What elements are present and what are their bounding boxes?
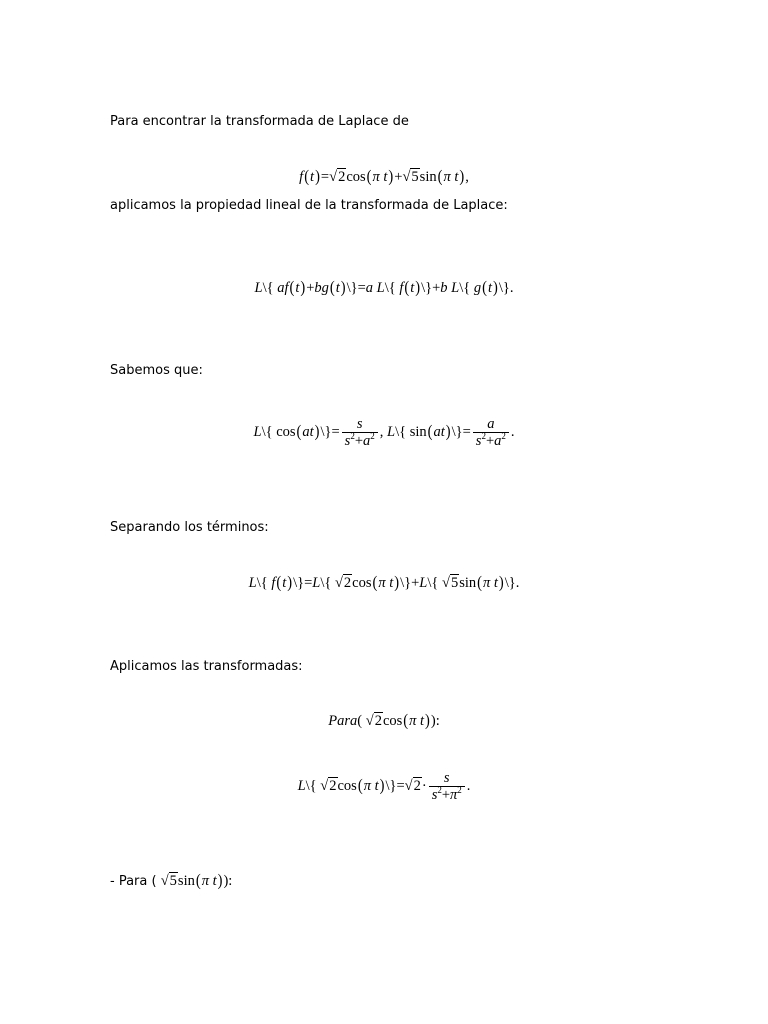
separated-equation: L\{ f(t)\}=L\{ √2cos(π t)\}+L\{ √5sin(π t)\}. <box>248 573 520 593</box>
apply-paragraph: Aplicamos las transformadas: <box>110 659 303 674</box>
para-sin-line <box>110 873 232 890</box>
para-cos-heading: Para( √2cos(π t)): <box>328 711 440 731</box>
para-sin-prefix: - Para ( <box>110 874 157 889</box>
para-sin-math: √5sin(π t)): <box>160 871 233 891</box>
cos-transform-equation: L\{ √2cos(π t)\}=√2· $\frac{s}{s^2+\pi^2}$ . <box>297 770 471 803</box>
known-transforms-paragraph: Sabemos que: <box>110 363 203 378</box>
linearity-paragraph: aplicamos la propiedad lineal de la transformada de Laplace: <box>110 198 508 213</box>
intro-paragraph: Para encontrar la transformada de Laplace de <box>110 114 409 129</box>
separating-paragraph: Separando los términos: <box>110 520 269 535</box>
known-transforms-equation: L\{ cos(at)\}= $\frac{s}{s^2+a^2}$ , L\{ sin(at)\}= $\frac{a}{s^2+a^2}$ . <box>253 416 515 449</box>
linearity-equation: L\{ af(t)+bg(t)\}=a L\{ f(t)\}+b L\{ g(t)\}. <box>254 278 514 298</box>
function-equation: f(t)=√2cos(π t)+√5sin(π t), <box>299 167 469 187</box>
